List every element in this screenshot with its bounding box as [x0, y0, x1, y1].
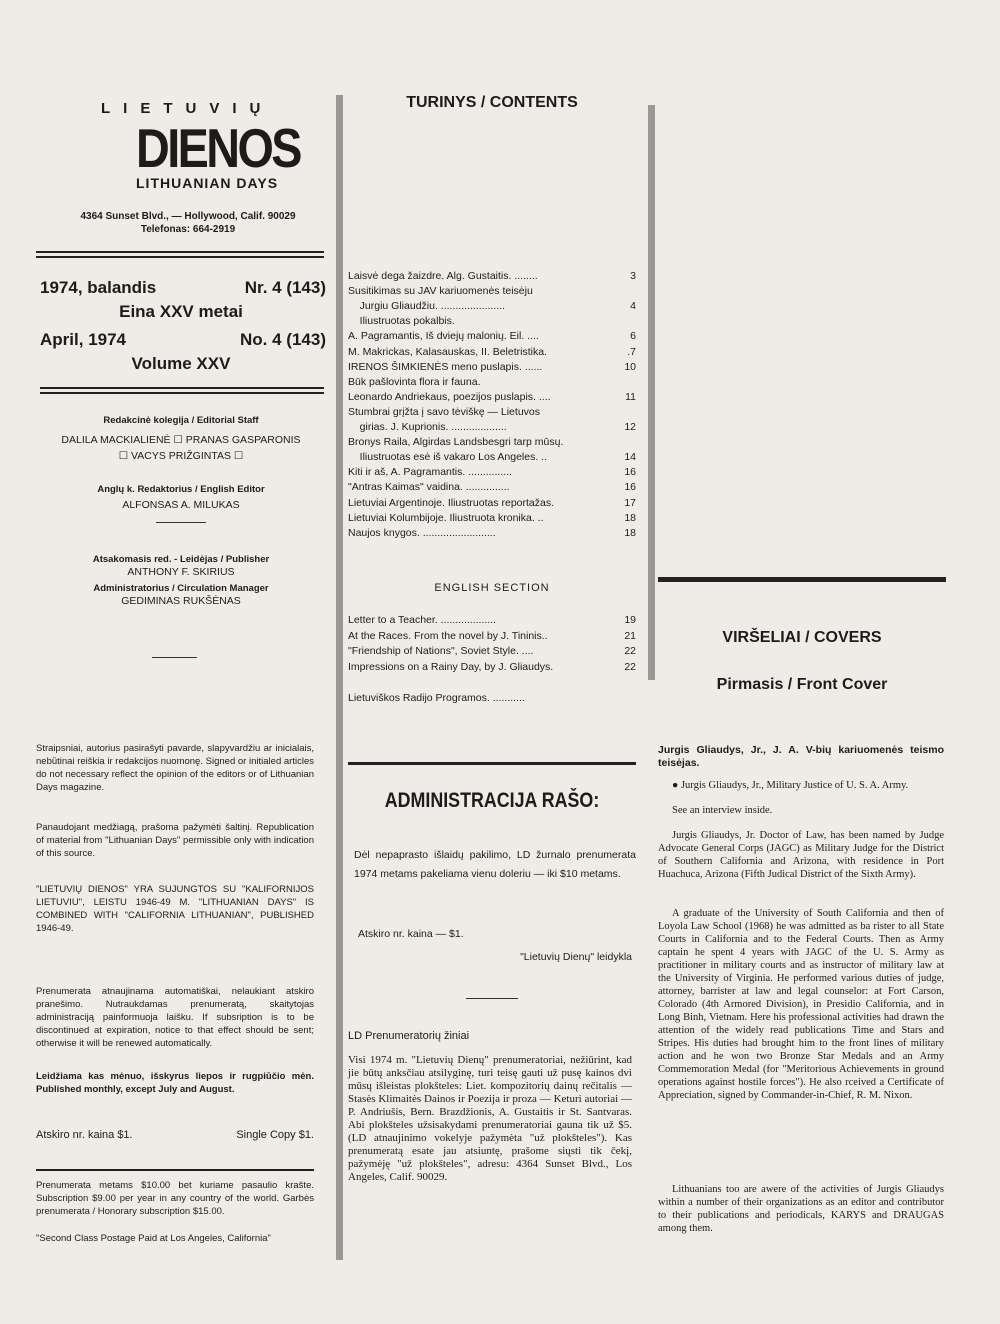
- single-copy-en: Single Copy $1.: [236, 1129, 314, 1141]
- contents-item-title: Laisvė dega žaizdre. Alg. Gustaitis. ........: [348, 270, 538, 282]
- contents-item: [348, 270, 636, 283]
- contents-item: [348, 346, 636, 359]
- contents-item: [348, 451, 636, 464]
- column-divider-left: [336, 95, 343, 1260]
- issue-lt-year: Eina XXV metai: [119, 302, 243, 321]
- contents-item-title: A. Pagramantis, Iš dviejų malonių. Eil. ....: [348, 330, 539, 343]
- issue-rule: [40, 387, 324, 389]
- combined-notice: "LIETUVIŲ DIENOS" YRA SUJUNGTOS SU "KALIFORNIJOS LIETUVIU", LEISTU 1946-49 M. "LITHUANIAN DAYS" IS COMBINED WITH "CALIFORNIA LITHUANIAN", PUBLISHED 1946-49.: [36, 884, 314, 934]
- issue-en-row: [40, 330, 326, 350]
- issue-rule: [40, 392, 324, 394]
- contents-item-title: Lietuviai Argentinoje. Iliustruotas reportažas.: [348, 496, 555, 509]
- contents-item-page: 16: [624, 481, 636, 494]
- contents-item: [348, 527, 636, 540]
- admin-rule: [348, 762, 636, 765]
- subscribers-text: Visi 1974 m. "Lietuvių Dienų" prenumeratoriai, nežiūrint, kad jie būtų anksčiau atsilyginę, turi teisę gauti už pusę kainos dvi mūsų išleistas plokšteles: Liet. kompozitorių dainų rečitalis — Stasės Klimaitės Dainos ir Poezija ir proza — Keturi autoriai — P. Andriušis, Bern. Brazdžionis, A. Gustaitis ir St. Santvaras. Abi plokšteles užsisakydami prenumeratoriai gauna tik už $5. (LD atnaujinimo vokelyje pažymėta "už plokšteles"). Kas prenumeratą esate jau atsiuntę, prašome siųsti tik čekį, pažymėję "už plokšteles", adresu: 4364 Sunset Blvd., Los Angeles, Calif. 90029.: [348, 1054, 632, 1183]
- issue-en-number: No. 4 (143): [240, 330, 326, 349]
- contents-item-title: Naujos knygos. .........................: [348, 526, 496, 539]
- subscribers-heading: LD Prenumeratorių žiniai: [348, 1030, 470, 1042]
- column-divider-right: [648, 105, 655, 680]
- contents-item: [348, 645, 636, 658]
- contents-item-title: Letter to a Teacher. ...................: [348, 614, 497, 626]
- publisher-name: ANTHONY F. SKIRIUS: [127, 566, 235, 578]
- masthead-rule: [36, 251, 324, 253]
- cover-paragraph-1: Jurgis Gliaudys, Jr. Doctor of Law, has been named by Judge Advocate General Corps (JAGC) as Military Judge for the District of Southern California and Arizona, with residence in Port Huachuca, Arizona (Fifth Judical District of the Sixth Army).: [658, 830, 944, 880]
- english-editor: [36, 483, 326, 512]
- contents-item: [348, 300, 636, 313]
- editorial-staff: [36, 414, 326, 463]
- contents-item-page: 22: [624, 660, 636, 673]
- subscription-notice: Prenumerata metams $10.00 bet kuriame pasaulio krašte. Subscription $9.00 per year in any country of the world. Garbės prenumerata / Honorary subscription $15.00.: [36, 1180, 314, 1217]
- republication-notice: Panaudojant medžiagą, prašoma pažymėti šaltinį. Republication of material from "Lithuanian Days" permissible only with indication of this source.: [36, 822, 314, 859]
- contents-item-title: Jurgiu Gliaudžiu. ......................: [348, 300, 505, 313]
- contents-item-title: "Friendship of Nations", Soviet Style. ....: [348, 645, 534, 657]
- contents-item-title: Impressions on a Rainy Day, by J. Gliaudys.: [348, 660, 554, 673]
- contents-item-page: 12: [624, 421, 636, 433]
- contents-item-page: 21: [624, 629, 636, 642]
- contents-item: [348, 614, 636, 627]
- contents-item-page: 16: [624, 466, 636, 479]
- contents-item-title: Susitikimas su JAV kariuomenės teisėju: [348, 285, 533, 298]
- contents-item: [348, 497, 636, 510]
- contents-item: [348, 330, 636, 343]
- radio-programs: Lietuviškos Radijo Programos. ...........: [348, 692, 525, 704]
- english-editor-label: Anglų k. Redaktorius / English Editor: [97, 484, 265, 495]
- admin-text: Dėl nepaprasto išlaidų pakilimo, LD žurnalo prenumerata 1974 metams pakeliama vienu doleriu — iki $10 metams.: [354, 849, 636, 880]
- contents-item-title: IRENOS ŠIMKIENĖS meno puslapis. ......: [348, 360, 543, 373]
- contents-item: [348, 376, 636, 389]
- masthead-subtitle: LITHUANIAN DAYS: [136, 175, 279, 191]
- short-divider: [466, 998, 518, 999]
- short-divider: [156, 522, 206, 523]
- admin-label: Administratorius / Circulation Manager: [93, 583, 269, 594]
- cover-caption-lt: Jurgis Gliaudys, Jr., J. A. V-bių kariuomenės teismo teisėjas.: [658, 744, 944, 769]
- publisher-address: [48, 210, 328, 236]
- contents-item-title: Leonardo Andriekaus, poezijos puslapis. ....: [348, 390, 551, 403]
- admin-heading: ADMINISTRACIJA RAŠO:: [384, 789, 600, 812]
- issue-lt-number: Nr. 4 (143): [244, 278, 326, 297]
- publisher-label: Atsakomasis red. - Leidėjas / Publisher: [92, 554, 270, 565]
- single-copy-lt: Atskiro nr. kaina $1.: [36, 1129, 133, 1141]
- contents-item: [348, 391, 636, 404]
- contents-item: [348, 436, 636, 449]
- renewal-notice: Prenumerata atnaujinama automatiškai, nelaukiant atskiro pranešimo. Nutraukdamas prenumeratą, skaitytojas administraciją painformuoja laišku. If subsription is to be discontinued at expiration, notice to that effect should be sent; otherwise it will be renewed automatically.: [36, 986, 314, 1049]
- cover-paragraph-2: A graduate of the University of South California and then of Loyola Law School (1968) he was admitted as ba rister to all State Courts in California and to the Federal Courts. Then as Army captain he spent 4 years with JAGC of the U. S. Army as practitioner in military courts and as instructor of military law at the University of Virginia. He performed various duties of judge, attorney, barrister at law and legal counselor: at Fort Carson, Colorado (4th Armored Division), in Presidio California, and in Long Binh, Vietnam. Here his professional activities had drawn the attention of the widely read publications Time and Stars and Stripes. His duties had brought him to the front lines of military action and he won two Bronze Star Medals and an Army Commemoration Medal (for "Meritorious Achievements in ground operations against hostile forces"). He also rceived a Certificate of Appreciation, signed by Commander-in-Chief, R. M. Nixon.: [658, 908, 944, 1101]
- admin-name: GEDIMINAS RUKŠĖNAS: [121, 595, 241, 607]
- address-line: 4364 Sunset Blvd., — Hollywood, Calif. 90029: [80, 211, 296, 222]
- short-divider: [152, 657, 197, 658]
- contents-item: [348, 421, 636, 434]
- publisher-block: [36, 553, 326, 608]
- contents-item-page: 4: [630, 300, 636, 313]
- front-cover-heading: Pirmasis / Front Cover: [716, 676, 888, 693]
- issue-lt-date: 1974, balandis: [40, 278, 157, 297]
- cover-caption-en: ● Jurgis Gliaudys, Jr., Military Justice of U. S. A. Army.: [672, 780, 909, 791]
- postage-notice: "Second Class Postage Paid at Los Angeles, California": [36, 1233, 271, 1244]
- issue-lt-row: [40, 278, 326, 298]
- contents-item-page: 11: [625, 390, 636, 403]
- contents-item: [348, 466, 636, 479]
- masthead-small: LIETUVIŲ: [101, 100, 274, 117]
- contents-item-title: Iliustruotas esė iš vakaro Los Angeles. ..: [348, 451, 548, 464]
- issue-en-date: April, 1974: [40, 330, 126, 349]
- contents-item: [348, 661, 636, 674]
- contents-item: [348, 315, 636, 328]
- contents-item: [348, 630, 636, 643]
- contents-item-page: 19: [624, 614, 636, 626]
- phone-line: Telefonas: 664-2919: [140, 224, 236, 235]
- contents-item: [348, 512, 636, 525]
- contents-item-title: Lietuviai Kolumbijoje. Iliustruota kronika. ..: [348, 511, 544, 524]
- masthead-title: DIENOS: [136, 117, 300, 179]
- contents-item-title: girias. J. Kuprionis. ...................: [348, 421, 507, 433]
- contents-item-title: M. Makrickas, Kalasauskas, II. Beletristika.: [348, 345, 547, 358]
- admin-signature: "Lietuvių Dienų" leidykla: [520, 951, 632, 963]
- contents-item-page: 6: [630, 330, 636, 343]
- contents-item-page: 10: [624, 360, 636, 373]
- contents-item-title: Stumbrai grįžta į savo tėviškę — Lietuvos: [348, 405, 540, 418]
- contents-item-page: .7: [627, 345, 636, 358]
- masthead-rule: [36, 256, 324, 258]
- subscription-rule: [36, 1169, 314, 1171]
- issue-en-volume: Volume XXV: [131, 354, 231, 373]
- contents-item: [348, 361, 636, 374]
- contents-item: [348, 406, 636, 419]
- contents-item-title: "Antras Kaimas" vaidina. ...............: [348, 481, 510, 494]
- single-copy-row: [36, 1129, 314, 1141]
- admin-price: Atskiro nr. kaina — $1.: [358, 928, 464, 940]
- english-section-heading: ENGLISH SECTION: [434, 582, 550, 594]
- contents-item-page: 14: [624, 451, 636, 464]
- covers-rule: [658, 577, 946, 582]
- contents-item-page: 22: [624, 645, 636, 657]
- contents-heading: TURINYS / CONTENTS: [406, 94, 578, 111]
- contents-item-page: 3: [630, 270, 636, 282]
- contents-item-title: At the Races. From the novel by J. Tininis..: [348, 629, 548, 642]
- editorial-line2: ☐ VACYS PRIŽGINTAS ☐: [118, 450, 244, 462]
- editorial-line1: DALILA MACKIALIENĖ ☐ PRANAS GASPARONIS: [61, 434, 301, 446]
- contents-item-title: Kiti ir aš, A. Pagramantis. ...............: [348, 466, 512, 479]
- opinion-notice: Straipsniai, autorius pasirašyti pavarde, slapyvardžiu ar inicialais, nebūtinai reiškia ir redakcijos nuomonę. Signed or initialed articles do not necessary reflect the opinion of the editors or of Lithuanian Days magazine.: [36, 743, 314, 793]
- contents-item-page: 17: [624, 496, 636, 509]
- contents-item-page: 18: [624, 511, 636, 524]
- contents-item: [348, 481, 636, 494]
- cover-see-inside: See an interview inside.: [672, 805, 773, 816]
- contents-item-title: Bronys Raila, Algirdas Landsbesgri tarp mūsų.: [348, 436, 564, 449]
- covers-heading: VIRŠELIAI / COVERS: [722, 629, 882, 646]
- cover-paragraph-3: Lithuanians too are awere of the activities of Jurgis Gliaudys within a number of their organizations as an editor and contributor to their publications and periodicals, KARYS and DRAUGAS among them.: [658, 1184, 944, 1234]
- monthly-notice: Leidžiama kas mėnuo, išskyrus liepos ir rugpiūčio mėn. Published monthly, except July and August.: [36, 1071, 314, 1095]
- contents-item-title: Iliustruotas pokalbis.: [348, 315, 455, 328]
- editorial-label: Redakcinė kolegija / Editorial Staff: [103, 415, 259, 426]
- english-editor-name: ALFONSAS A. MILUKAS: [122, 499, 240, 511]
- contents-item-title: Būk pašlovinta flora ir fauna.: [348, 375, 481, 388]
- contents-item-page: 18: [624, 526, 636, 539]
- contents-item: [348, 285, 636, 298]
